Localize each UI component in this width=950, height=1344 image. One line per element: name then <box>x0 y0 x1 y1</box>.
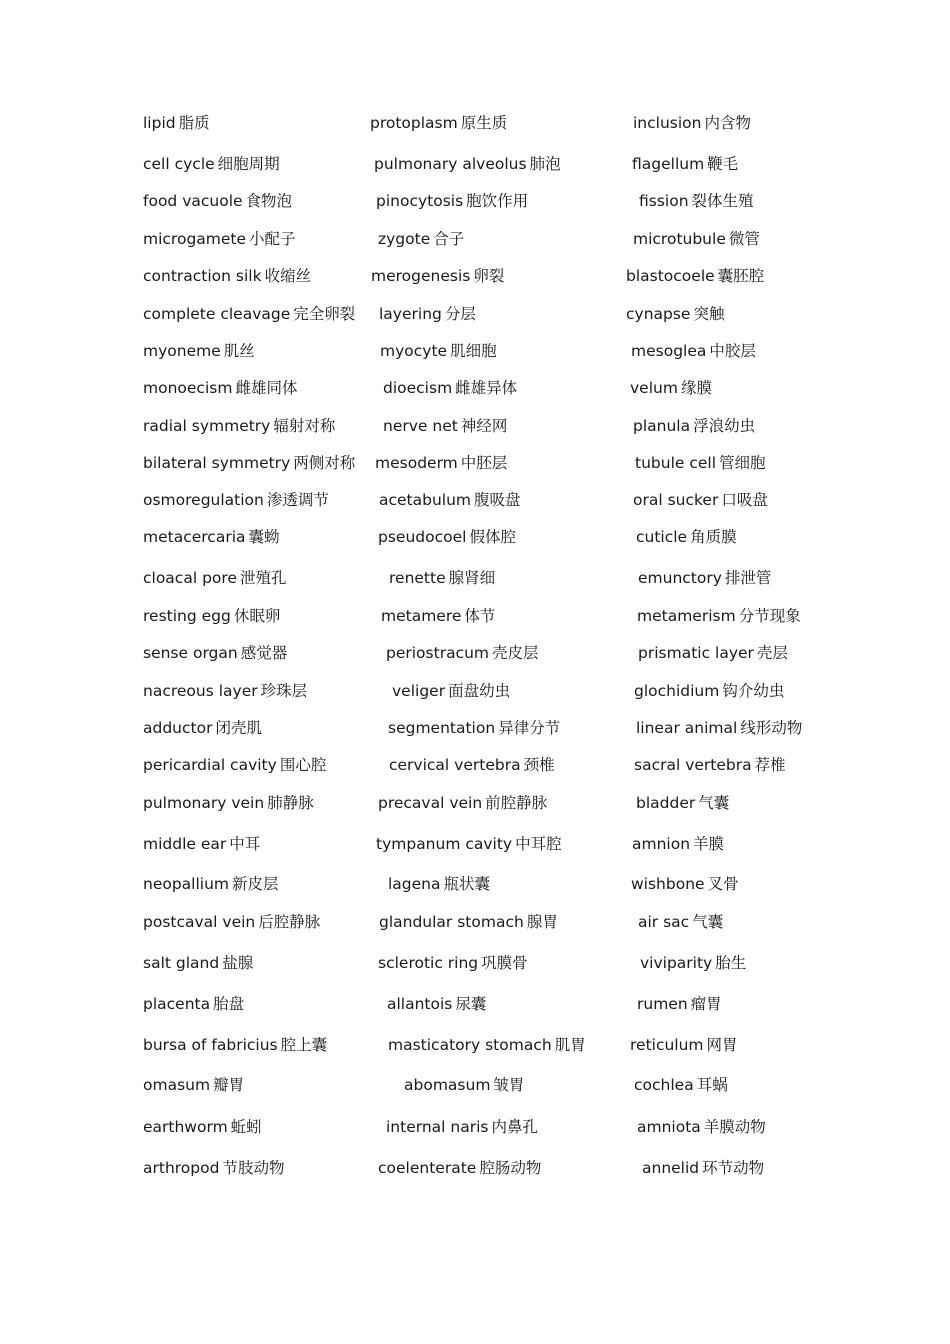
term-chinese: 尿囊 <box>455 995 487 1013</box>
glossary-entry <box>386 641 539 665</box>
term-english: arthropod <box>143 1159 220 1177</box>
glossary-entry <box>389 753 555 777</box>
glossary-row <box>0 1073 950 1097</box>
term-chinese: 卵裂 <box>473 267 505 285</box>
glossary-row <box>0 679 950 703</box>
glossary-entry <box>143 951 253 975</box>
term-english: dioecism <box>383 379 453 397</box>
term-chinese: 感觉器 <box>240 644 288 662</box>
glossary-entry <box>642 1156 764 1180</box>
term-chinese: 口吸盘 <box>721 491 768 509</box>
term-chinese: 胎生 <box>715 954 747 972</box>
term-chinese: 面盘幼虫 <box>448 682 511 700</box>
term-chinese: 中胶层 <box>709 342 756 360</box>
term-english: microgamete <box>143 230 247 248</box>
term-english: abomasum <box>404 1076 491 1094</box>
term-chinese: 羊膜 <box>693 835 725 853</box>
glossary-entry <box>381 604 495 628</box>
glossary-entry <box>638 910 723 934</box>
glossary-row <box>0 488 950 512</box>
term-chinese: 气囊 <box>692 913 724 931</box>
term-english: pericardial cavity <box>143 756 277 774</box>
glossary-entry <box>143 152 280 176</box>
term-chinese: 管细胞 <box>719 454 766 472</box>
term-chinese: 环节动物 <box>702 1159 765 1177</box>
term-english: mesoglea <box>631 342 707 360</box>
glossary-row <box>0 566 950 590</box>
term-chinese: 缘膜 <box>680 379 712 397</box>
glossary-entry <box>143 832 260 856</box>
term-chinese: 肌丝 <box>223 342 255 360</box>
term-english: masticatory stomach <box>388 1036 552 1054</box>
term-chinese: 细胞周期 <box>217 155 280 173</box>
glossary-row <box>0 339 950 363</box>
glossary-entry <box>370 111 507 135</box>
term-chinese: 腺肾细 <box>448 569 496 587</box>
glossary-entry <box>630 376 712 400</box>
glossary-entry <box>633 111 751 135</box>
glossary-entry <box>378 791 547 815</box>
glossary-entry <box>143 302 355 326</box>
term-chinese: 神经网 <box>460 417 508 435</box>
term-english: rumen <box>637 995 688 1013</box>
glossary-row <box>0 641 950 665</box>
term-english: nacreous layer <box>143 682 258 700</box>
term-english: resting egg <box>143 607 231 625</box>
term-english: mesoderm <box>375 454 458 472</box>
term-chinese: 腺胃 <box>526 913 558 931</box>
term-chinese: 角质膜 <box>690 528 737 546</box>
term-english: myocyte <box>380 342 448 360</box>
term-english: wishbone <box>631 875 705 893</box>
term-english: air sac <box>638 913 690 931</box>
term-english: pseudocoel <box>378 528 467 546</box>
term-english: sense organ <box>143 644 238 662</box>
term-chinese: 内鼻孔 <box>491 1118 538 1136</box>
glossary-entry <box>633 488 768 512</box>
term-english: radial symmetry <box>143 417 271 435</box>
glossary-entry <box>143 111 210 135</box>
glossary-entry <box>636 716 802 740</box>
term-chinese: 羊膜动物 <box>703 1118 766 1136</box>
term-chinese: 节肢动物 <box>222 1159 285 1177</box>
glossary-row <box>0 525 950 549</box>
term-chinese: 完全卵裂 <box>293 305 356 323</box>
term-english: coelenterate <box>378 1159 477 1177</box>
glossary-entry <box>388 716 560 740</box>
glossary-entry <box>639 189 754 213</box>
glossary-row <box>0 1033 950 1057</box>
term-english: metacercaria <box>143 528 246 546</box>
glossary-entry <box>143 189 292 213</box>
term-english: contraction silk <box>143 267 262 285</box>
term-chinese: 排泄管 <box>724 569 772 587</box>
term-chinese: 突触 <box>693 305 725 323</box>
glossary-entry <box>143 376 297 400</box>
term-chinese: 钩介幼虫 <box>722 682 785 700</box>
term-chinese: 内含物 <box>704 114 751 132</box>
term-english: precaval vein <box>378 794 483 812</box>
term-chinese: 腔上囊 <box>280 1036 328 1054</box>
glossary-row <box>0 716 950 740</box>
term-chinese: 微管 <box>728 230 760 248</box>
term-english: omasum <box>143 1076 211 1094</box>
term-english: internal naris <box>386 1118 489 1136</box>
glossary-entry <box>143 910 320 934</box>
term-chinese: 渗透调节 <box>266 491 329 509</box>
glossary-row <box>0 872 950 896</box>
term-english: tympanum cavity <box>376 835 513 853</box>
term-chinese: 中耳腔 <box>515 835 562 853</box>
term-chinese: 胎盘 <box>213 995 245 1013</box>
glossary-row <box>0 302 950 326</box>
term-english: cuticle <box>636 528 688 546</box>
term-english: oral sucker <box>633 491 719 509</box>
glossary-entry <box>143 641 287 665</box>
term-chinese: 小配子 <box>249 230 296 248</box>
term-chinese: 叉骨 <box>707 875 739 893</box>
glossary-entry <box>630 1033 738 1057</box>
glossary-entry <box>638 641 788 665</box>
glossary-entry <box>379 488 521 512</box>
glossary-entry <box>143 1033 327 1057</box>
term-chinese: 分节现象 <box>738 607 801 625</box>
glossary-row <box>0 791 950 815</box>
glossary-row <box>0 992 950 1016</box>
glossary-entry <box>378 1156 541 1180</box>
glossary-entry <box>143 791 314 815</box>
glossary-entry <box>634 753 786 777</box>
glossary-entry <box>632 152 738 176</box>
term-english: cell cycle <box>143 155 215 173</box>
term-english: monoecism <box>143 379 233 397</box>
glossary-entry <box>383 414 507 438</box>
glossary-entry <box>143 227 296 251</box>
term-chinese: 腹吸盘 <box>474 491 521 509</box>
term-chinese: 耳蜗 <box>696 1076 728 1094</box>
glossary-entry <box>386 1115 538 1139</box>
glossary-entry <box>626 264 764 288</box>
glossary-entry <box>634 679 784 703</box>
term-english: inclusion <box>633 114 702 132</box>
term-english: pulmonary vein <box>143 794 265 812</box>
term-english: cynapse <box>626 305 691 323</box>
glossary-entry <box>371 264 504 288</box>
term-chinese: 蚯蚓 <box>230 1118 262 1136</box>
glossary-entry <box>143 604 280 628</box>
term-chinese: 盐腺 <box>222 954 254 972</box>
term-english: segmentation <box>388 719 496 737</box>
term-english: allantois <box>387 995 453 1013</box>
term-english: pinocytosis <box>376 192 464 210</box>
term-english: merogenesis <box>371 267 471 285</box>
glossary-entry <box>143 679 307 703</box>
glossary-entry <box>633 227 760 251</box>
glossary-entry <box>389 566 495 590</box>
term-english: prismatic layer <box>638 644 754 662</box>
term-chinese: 雌雄异体 <box>455 379 518 397</box>
term-chinese: 假体腔 <box>469 528 516 546</box>
term-chinese: 肌细胞 <box>450 342 497 360</box>
term-chinese: 壳层 <box>756 644 788 662</box>
term-english: pulmonary alveolus <box>374 155 527 173</box>
term-chinese: 雌雄同体 <box>235 379 298 397</box>
term-chinese: 瓣胃 <box>213 1076 245 1094</box>
term-english: blastocoele <box>626 267 715 285</box>
term-english: bladder <box>636 794 696 812</box>
term-chinese: 鞭毛 <box>707 155 739 173</box>
glossary-entry <box>143 525 280 549</box>
term-english: neopallium <box>143 875 230 893</box>
glossary-row <box>0 910 950 934</box>
glossary-entry <box>388 1033 586 1057</box>
term-chinese: 网胃 <box>706 1036 738 1054</box>
term-english: earthworm <box>143 1118 228 1136</box>
term-chinese: 胞饮作用 <box>466 192 529 210</box>
glossary-entry <box>635 451 766 475</box>
term-chinese: 异律分节 <box>498 719 561 737</box>
glossary-entry <box>143 566 286 590</box>
term-english: lipid <box>143 114 176 132</box>
term-chinese: 囊蚴 <box>248 528 280 546</box>
glossary-entry <box>633 414 755 438</box>
glossary-entry <box>143 414 335 438</box>
term-english: cloacal pore <box>143 569 237 587</box>
glossary-entry <box>143 992 244 1016</box>
term-english: layering <box>379 305 442 323</box>
glossary-entry <box>634 1073 728 1097</box>
glossary-entry <box>392 679 510 703</box>
term-english: osmoregulation <box>143 491 264 509</box>
glossary-row <box>0 152 950 176</box>
glossary-row <box>0 604 950 628</box>
term-english: velum <box>630 379 678 397</box>
term-english: complete cleavage <box>143 305 291 323</box>
glossary-entry <box>378 951 528 975</box>
glossary-row <box>0 951 950 975</box>
term-english: tubule cell <box>635 454 717 472</box>
glossary-entry <box>638 566 771 590</box>
term-english: glandular stomach <box>379 913 524 931</box>
glossary-row <box>0 451 950 475</box>
glossary-entry <box>143 339 255 363</box>
term-chinese: 围心腔 <box>279 756 327 774</box>
glossary-entry <box>626 302 724 326</box>
term-chinese: 皱胃 <box>493 1076 525 1094</box>
term-chinese: 后腔静脉 <box>258 913 321 931</box>
term-chinese: 闭壳肌 <box>215 719 262 737</box>
term-chinese: 气囊 <box>698 794 730 812</box>
glossary-row <box>0 753 950 777</box>
term-english: zygote <box>378 230 431 248</box>
glossary-entry <box>380 339 497 363</box>
term-chinese: 休眠卵 <box>233 607 281 625</box>
term-english: veliger <box>392 682 446 700</box>
term-chinese: 珍珠层 <box>260 682 308 700</box>
term-chinese: 合子 <box>433 230 465 248</box>
term-english: acetabulum <box>379 491 472 509</box>
term-chinese: 分层 <box>444 305 476 323</box>
glossary-entry <box>640 951 746 975</box>
glossary-entry <box>637 604 801 628</box>
term-chinese: 脂质 <box>178 114 210 132</box>
glossary-entry <box>143 753 326 777</box>
term-english: amniota <box>637 1118 701 1136</box>
term-english: flagellum <box>632 155 705 173</box>
glossary-entry <box>143 872 279 896</box>
term-english: myoneme <box>143 342 221 360</box>
term-chinese: 收缩丝 <box>264 267 312 285</box>
term-english: food vacuole <box>143 192 243 210</box>
glossary-row <box>0 1115 950 1139</box>
glossary-row <box>0 376 950 400</box>
term-chinese: 裂体生殖 <box>691 192 754 210</box>
term-english: cervical vertebra <box>389 756 521 774</box>
term-chinese: 荐椎 <box>754 756 786 774</box>
glossary-row <box>0 414 950 438</box>
glossary-entry <box>631 872 739 896</box>
term-chinese: 囊胚腔 <box>717 267 765 285</box>
glossary-entry <box>387 992 486 1016</box>
term-chinese: 前腔静脉 <box>485 794 548 812</box>
term-english: metamerism <box>637 607 736 625</box>
term-chinese: 肺静脉 <box>267 794 314 812</box>
term-english: sclerotic ring <box>378 954 479 972</box>
glossary-entry <box>378 525 516 549</box>
glossary-row <box>0 1156 950 1180</box>
term-chinese: 原生质 <box>460 114 508 132</box>
term-chinese: 泄殖孔 <box>239 569 287 587</box>
term-chinese: 瓶状囊 <box>443 875 491 893</box>
term-chinese: 肌胃 <box>554 1036 586 1054</box>
glossary-row <box>0 832 950 856</box>
glossary-entry <box>376 189 528 213</box>
glossary-entry <box>636 791 729 815</box>
glossary-entry <box>637 1115 766 1139</box>
glossary-entry <box>143 1156 284 1180</box>
term-chinese: 新皮层 <box>232 875 279 893</box>
term-english: protoplasm <box>370 114 458 132</box>
glossary-entry <box>632 832 724 856</box>
glossary-entry <box>388 872 490 896</box>
glossary-entry <box>379 910 558 934</box>
term-english: reticulum <box>630 1036 704 1054</box>
term-english: annelid <box>642 1159 700 1177</box>
glossary-entry <box>143 1115 262 1139</box>
term-chinese: 壳皮层 <box>492 644 539 662</box>
term-english: amnion <box>632 835 691 853</box>
term-english: lagena <box>388 875 441 893</box>
term-chinese: 中胚层 <box>460 454 508 472</box>
term-english: nerve net <box>383 417 458 435</box>
term-english: postcaval vein <box>143 913 256 931</box>
term-english: renette <box>389 569 446 587</box>
term-english: sacral vertebra <box>634 756 752 774</box>
term-chinese: 两侧对称 <box>293 454 356 472</box>
glossary-entry <box>637 992 722 1016</box>
term-chinese: 瘤胃 <box>690 995 722 1013</box>
term-english: placenta <box>143 995 211 1013</box>
glossary-entry <box>383 376 517 400</box>
term-chinese: 中耳 <box>229 835 261 853</box>
term-english: emunctory <box>638 569 722 587</box>
glossary-entry <box>143 488 329 512</box>
glossary-row <box>0 111 950 135</box>
glossary-row <box>0 264 950 288</box>
term-chinese: 肺泡 <box>529 155 561 173</box>
term-chinese: 辐射对称 <box>273 417 336 435</box>
term-chinese: 巩膜骨 <box>481 954 528 972</box>
term-english: metamere <box>381 607 462 625</box>
term-english: fission <box>639 192 689 210</box>
term-english: middle ear <box>143 835 227 853</box>
term-english: planula <box>633 417 691 435</box>
glossary-row <box>0 189 950 213</box>
term-chinese: 体节 <box>464 607 496 625</box>
term-english: glochidium <box>634 682 720 700</box>
glossary-entry <box>378 227 464 251</box>
term-chinese: 浮浪幼虫 <box>693 417 756 435</box>
term-chinese: 食物泡 <box>245 192 293 210</box>
term-english: periostracum <box>386 644 490 662</box>
term-english: adductor <box>143 719 213 737</box>
glossary-entry <box>375 451 507 475</box>
glossary-entry <box>374 152 561 176</box>
term-chinese: 线形动物 <box>740 719 803 737</box>
glossary-entry <box>636 525 737 549</box>
term-english: cochlea <box>634 1076 694 1094</box>
term-english: bursa of fabricius <box>143 1036 278 1054</box>
glossary-entry <box>143 451 355 475</box>
glossary-entry <box>631 339 756 363</box>
glossary-entry <box>143 1073 244 1097</box>
term-english: viviparity <box>640 954 713 972</box>
term-english: salt gland <box>143 954 220 972</box>
glossary-entry <box>143 264 311 288</box>
glossary-entry <box>379 302 476 326</box>
glossary-entry <box>143 716 262 740</box>
term-english: linear animal <box>636 719 738 737</box>
glossary-row <box>0 227 950 251</box>
term-chinese: 颈椎 <box>523 756 555 774</box>
glossary-entry <box>376 832 562 856</box>
term-chinese: 腔肠动物 <box>479 1159 542 1177</box>
term-english: bilateral symmetry <box>143 454 291 472</box>
term-english: microtubule <box>633 230 726 248</box>
glossary-entry <box>404 1073 524 1097</box>
